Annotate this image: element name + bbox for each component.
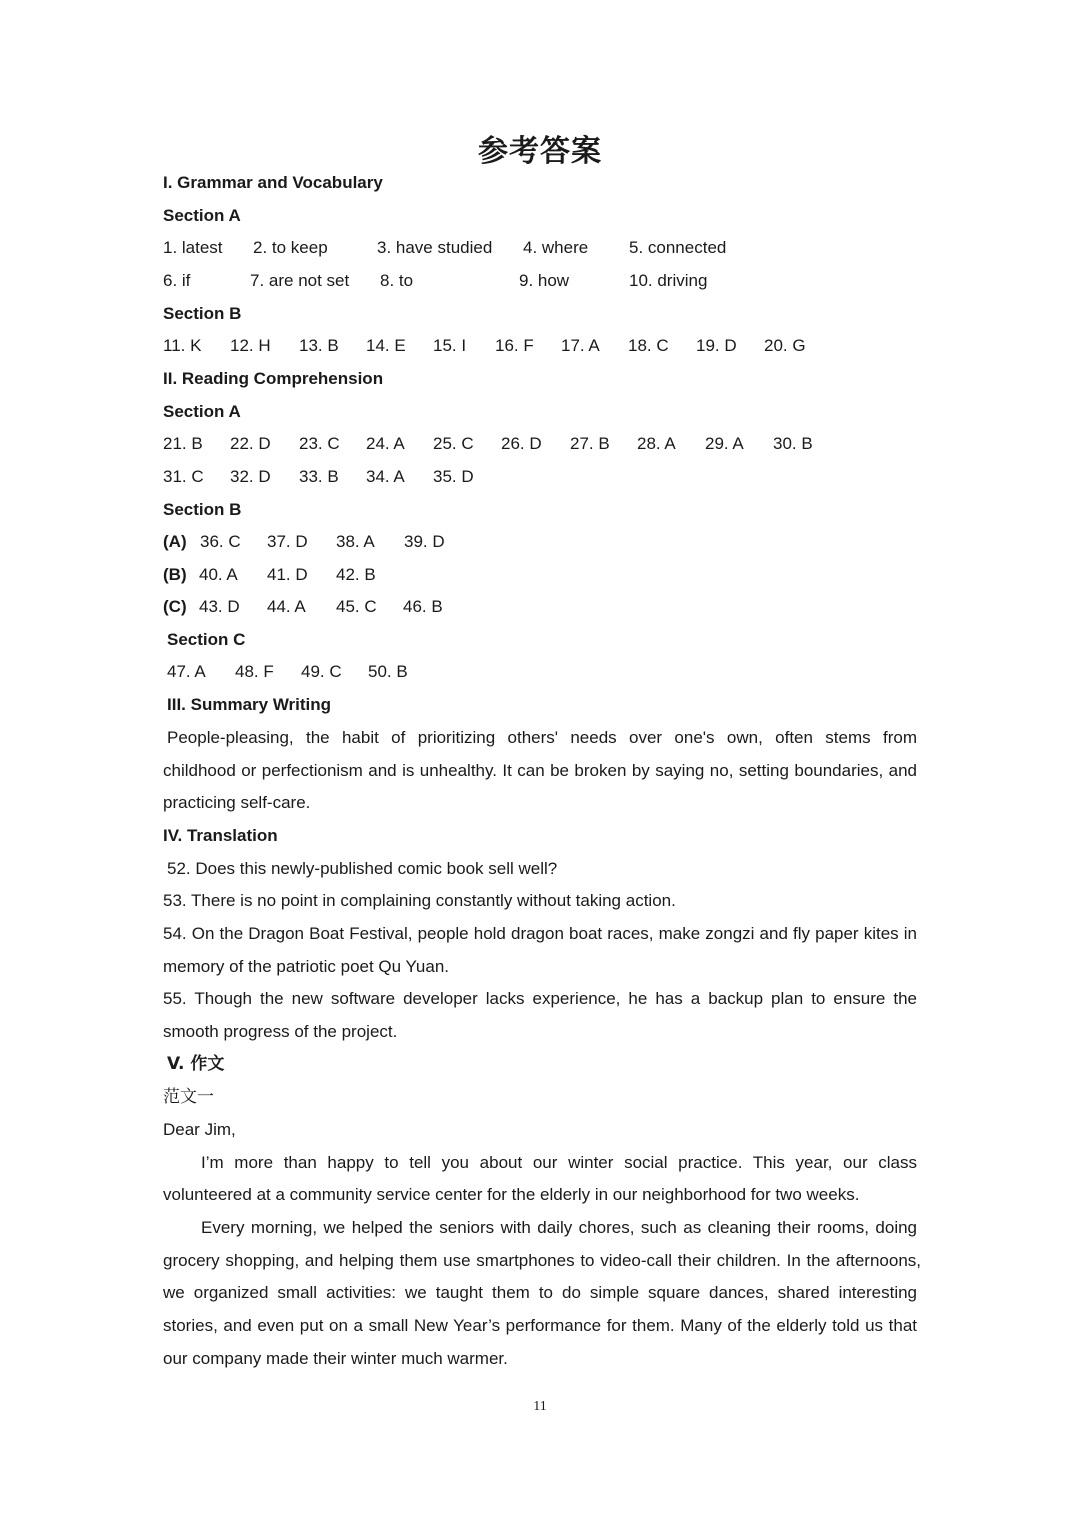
subsection-heading: Section B [163, 304, 242, 323]
answer-item: 10. driving [629, 271, 708, 290]
answer-item: 21. B [163, 434, 203, 453]
answer-item: 22. D [230, 434, 271, 453]
answer-item: 27. B [570, 434, 610, 453]
answer-item: 43. D [199, 597, 240, 616]
sample-essay-label: 范文一 [163, 1087, 214, 1107]
answer-item: 36. C [200, 532, 241, 551]
answer-item: 3. have studied [377, 238, 493, 257]
section-heading-summary: III. Summary Writing [167, 695, 332, 714]
translation-answer: 54. On the Dragon Boat Festival, people hold dragon boat races, make zongzi and fly paper kites in [163, 924, 917, 943]
page-title: 参考答案 [478, 134, 602, 169]
summary-line: childhood or perfectionism and is unhealthy. It can be broken by saying no, setting boundaries, and [163, 761, 917, 780]
answer-item: 20. G [764, 336, 806, 355]
answer-item: 2. to keep [253, 238, 328, 257]
essay-line: stories, and even put on a small New Year’s performance for them. Many of the elderly told us that [163, 1316, 917, 1335]
answer-item: 34. A [366, 467, 405, 486]
answer-item: 50. B [368, 662, 408, 681]
answer-item: 26. D [501, 434, 542, 453]
section-heading-grammar: I. Grammar and Vocabulary [163, 173, 383, 192]
answer-item: 13. B [299, 336, 339, 355]
answer-item: 1. latest [163, 238, 223, 257]
answer-item: 32. D [230, 467, 271, 486]
answer-item: 9. how [519, 271, 570, 290]
translation-answer: 53. There is no point in complaining constantly without taking action. [163, 891, 676, 910]
answer-item: 14. E [366, 336, 406, 355]
answer-item: 19. D [696, 336, 737, 355]
answer-item: 47. A [167, 662, 206, 681]
answer-item: 40. A [199, 565, 238, 584]
translation-answer-cont: smooth progress of the project. [163, 1022, 398, 1041]
answer-item: 4. where [523, 238, 589, 257]
translation-answer: 52. Does this newly-published comic book sell well? [167, 859, 558, 878]
answer-item: 29. A [705, 434, 744, 453]
answer-item: 35. D [433, 467, 474, 486]
subsection-heading: Section C [167, 630, 246, 649]
summary-line: practicing self-care. [163, 793, 311, 812]
answer-item: 15. I [433, 336, 467, 355]
essay-line: our company made their winter much warmer. [163, 1349, 508, 1368]
answer-item: 16. F [495, 336, 534, 355]
answer-item: 37. D [267, 532, 308, 551]
answer-item: 46. B [403, 597, 443, 616]
answer-item: 49. C [301, 662, 342, 681]
answer-item: 48. F [235, 662, 274, 681]
subsection-heading: Section A [163, 206, 241, 225]
answer-item: 45. C [336, 597, 377, 616]
answer-item: 18. C [628, 336, 669, 355]
answer-item: 23. C [299, 434, 340, 453]
section-heading-reading: II. Reading Comprehension [163, 369, 384, 388]
passage-label: (B) [163, 565, 187, 584]
passage-label: (C) [163, 597, 187, 616]
answer-item: 39. D [404, 532, 445, 551]
answer-item: 12. H [230, 336, 271, 355]
essay-line: Every morning, we helped the seniors with daily chores, such as cleaning their rooms, doing [201, 1218, 917, 1237]
answer-item: 6. if [163, 271, 191, 290]
answer-item: 25. C [433, 434, 474, 453]
answer-item: 38. A [336, 532, 375, 551]
page-number: 11 [533, 1399, 547, 1414]
answer-item: 42. B [336, 565, 376, 584]
answer-item: 28. A [637, 434, 676, 453]
summary-line: People-pleasing, the habit of prioritizing others' needs over one's own, often stems from [167, 728, 917, 747]
essay-line: volunteered at a community service center for the elderly in our neighborhood for two weeks. [163, 1185, 860, 1204]
answer-item: 33. B [299, 467, 339, 486]
answer-item: 11. K [163, 336, 202, 355]
translation-answer-cont: memory of the patriotic poet Qu Yuan. [163, 957, 450, 976]
answer-item: 41. D [267, 565, 308, 584]
answer-item: 8. to [380, 271, 414, 290]
subsection-heading: Section A [163, 402, 241, 421]
translation-answer: 55. Though the new software developer lacks experience, he has a backup plan to ensure the [163, 989, 917, 1008]
answer-item: 24. A [366, 434, 405, 453]
section-heading-writing: V. 作文 [167, 1054, 225, 1074]
essay-line: I’m more than happy to tell you about our winter social practice. This year, our class [201, 1153, 917, 1172]
subsection-heading: Section B [163, 500, 242, 519]
answer-item: 44. A [267, 597, 306, 616]
answer-item: 17. A [561, 336, 600, 355]
answer-item: 30. B [773, 434, 813, 453]
essay-line: we organized small activities: we taught them to do simple square dances, shared interesting [163, 1283, 917, 1302]
passage-label: (A) [163, 532, 187, 551]
answer-item: 31. C [163, 467, 204, 486]
answer-item: 5. connected [629, 238, 727, 257]
answer-item: 7. are not set [250, 271, 350, 290]
essay-line: grocery shopping, and helping them use smartphones to video-call their children. In the afternoons, [163, 1251, 921, 1270]
letter-greeting: Dear Jim, [163, 1120, 236, 1139]
section-heading-translation: IV. Translation [163, 826, 278, 845]
